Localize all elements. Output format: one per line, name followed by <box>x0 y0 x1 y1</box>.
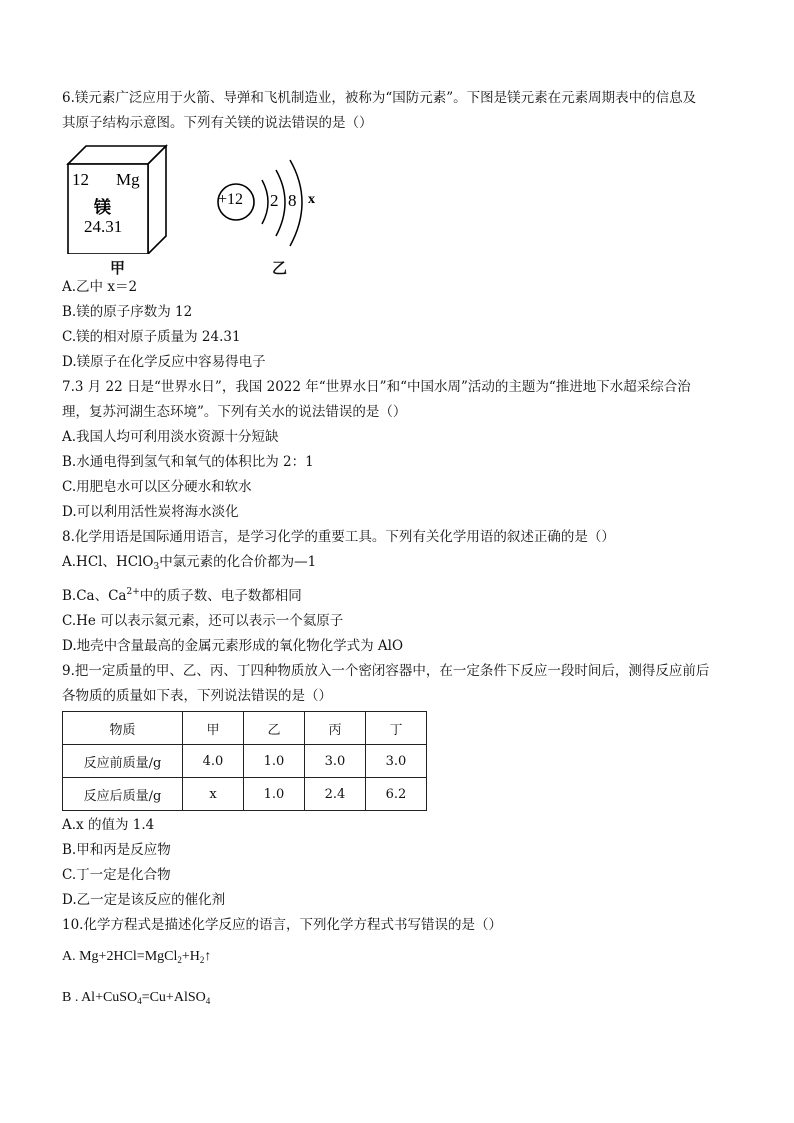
q6-stem-line1: 6.镁元素广泛应用于火箭、导弹和飞机制造业，被称为“国防元素”。下图是镁元素在元素周期表中的信息及 <box>62 90 697 106</box>
question-8 <box>62 525 742 659</box>
q8-stem: 8.化学用语是国际通用语言，是学习化学的重要工具。下列有关化学用语的叙述正确的是（） <box>62 529 615 545</box>
q9-mass-table <box>62 711 427 811</box>
shell-1-electrons: 2 <box>270 191 279 210</box>
table-cell: 1.0 <box>244 778 305 811</box>
q7-stem-line1: 7.3 月 22 日是“世界水日”，我国 2022 年“世界水日”和“中国水周”活动的主题为“推进地下水超采综合治 <box>62 379 691 395</box>
table-cell: 反应后质量/g <box>63 778 183 811</box>
table-header-cell: 丁 <box>366 712 427 745</box>
figure-label-b: 乙 <box>272 259 288 277</box>
q8-option-b-text: B.Ca、Ca <box>62 588 127 604</box>
table-header-row <box>63 712 427 745</box>
table-cell: 3.0 <box>366 745 427 778</box>
figure-label-a: 甲 <box>110 259 126 277</box>
table-row <box>63 745 427 778</box>
q10-stem: 10.化学方程式是描述化学反应的语言，下列化学方程式书写错误的是（） <box>62 917 502 933</box>
cell-symbol: Mg <box>116 170 140 189</box>
table-cell: x <box>183 778 244 811</box>
q6-stem-line2: 其原子结构示意图。下列有关镁的说法错误的是（） <box>62 115 373 131</box>
q8-option-b-superscript: 2+ <box>126 587 140 597</box>
table-cell: 4.0 <box>183 745 244 778</box>
table-header-cell: 乙 <box>244 712 305 745</box>
q10-option-b-text: B . Al+CuSO <box>62 990 138 1005</box>
q10-option-b-sub1: 4 <box>137 996 142 1006</box>
q9-option-c: C.丁一定是化合物 <box>62 867 171 883</box>
q10-option-a-sub1: 2 <box>177 955 182 965</box>
q8-option-a-subscript: 3 <box>153 562 160 572</box>
q9-option-d: D.乙一定是该反应的催化剂 <box>62 892 226 908</box>
q8-option-b <box>62 580 742 609</box>
table-cell: 反应前质量/g <box>63 745 183 778</box>
q10-option-b <box>62 979 742 1020</box>
cell-element-name: 镁 <box>94 198 111 217</box>
cell-atomic-mass: 24.31 <box>84 217 123 236</box>
table-cell: 3.0 <box>305 745 366 778</box>
q7-option-d: D.可以利用活性炭将海水淡化 <box>62 504 239 520</box>
periodic-cell-box <box>66 144 196 254</box>
table-cell: 1.0 <box>244 745 305 778</box>
atom-nucleus: +12 <box>218 191 244 208</box>
cell-atomic-number: 12 <box>72 170 89 189</box>
shell-2-electrons: 8 <box>288 191 297 210</box>
q8-option-a-text: A.HCl、HClO <box>62 554 154 570</box>
q10-option-a-sub2: 2 <box>199 955 205 965</box>
q10-option-a <box>62 938 742 979</box>
q9-option-b: B.甲和丙是反应物 <box>62 842 171 858</box>
table-row <box>63 778 427 811</box>
q8-option-a-rest: 中氯元素的化合价都为—1 <box>159 554 317 570</box>
q7-option-a: A.我国人均可利用淡水资源十分短缺 <box>62 429 279 445</box>
q7-stem-line2: 理，复苏河湖生态环境”。下列有关水的说法错误的是（） <box>62 404 407 420</box>
q6-figure <box>62 140 742 275</box>
table-cell: 6.2 <box>366 778 427 811</box>
question-6 <box>62 86 742 375</box>
table-cell: 2.4 <box>305 778 366 811</box>
q6-option-a: A.乙中 x＝2 <box>62 279 138 295</box>
q10-option-b-mid: =Cu+AlSO <box>141 990 206 1005</box>
q10-option-b-sub2: 4 <box>205 996 211 1006</box>
exam-page <box>62 86 742 1020</box>
q9-stem-line2: 各物质的质量如下表，下列说法错误的是（） <box>62 688 332 704</box>
q7-option-c: C.用肥皂水可以区分硬水和软水 <box>62 479 252 495</box>
q9-option-a: A.x 的值为 1.4 <box>62 817 155 833</box>
question-9 <box>62 659 742 913</box>
q6-option-c: C.镁的相对原子质量为 24.31 <box>62 329 241 345</box>
q7-option-b: B.水通电得到氢气和氧气的体积比为 2：1 <box>62 454 314 470</box>
table-header-cell: 物质 <box>63 712 183 745</box>
table-header-cell: 丙 <box>305 712 366 745</box>
q6-option-b: B.镁的原子序数为 12 <box>62 304 193 320</box>
question-10 <box>62 913 742 1020</box>
q8-option-a <box>62 550 742 580</box>
q6-option-d: D.镁原子在化学反应中容易得电子 <box>62 354 266 370</box>
table-header-cell: 甲 <box>183 712 244 745</box>
q8-option-b-rest: 中的质子数、电子数都相同 <box>139 588 302 604</box>
q10-option-a-mid: +H <box>181 949 200 964</box>
q9-stem-line1: 9.把一定质量的甲、乙、丙、丁四种物质放入一个密闭容器中，在一定条件下反应一段时间后，测得反应前后 <box>62 663 710 679</box>
q10-option-a-text: A. Mg+2HCl=MgCl <box>62 949 178 964</box>
shell-3-electrons: x <box>308 192 315 207</box>
q10-option-a-arrow: ↑ <box>204 949 212 964</box>
q8-option-c: C.He 可以表示氦元素，还可以表示一个氦原子 <box>62 613 344 629</box>
q8-option-d: D.地壳中含量最高的金属元素形成的氧化物化学式为 AlO <box>62 638 404 654</box>
question-7 <box>62 375 742 525</box>
